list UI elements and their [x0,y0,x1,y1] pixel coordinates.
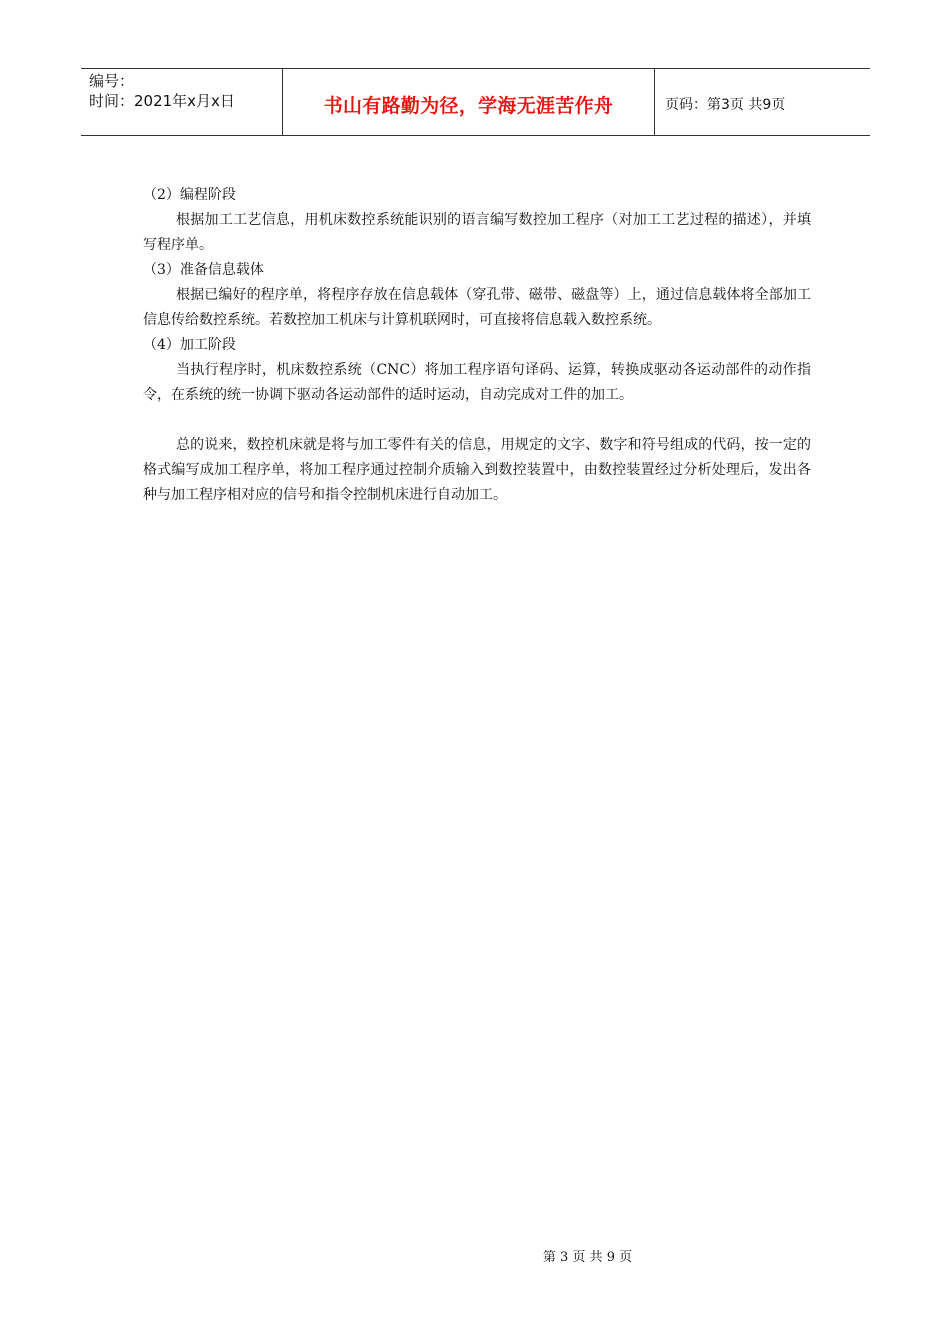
header-meta [81,69,282,135]
summary-paragraph: 总的说来，数控机床就是将与加工零件有关的信息，用规定的文字、数字和符号组成的代码，按一定的格式编写成加工程序单，将加工程序通过控制介质输入到数控装置中，由数控装置经过分析处理后，发出各种与加工程序相对应的信号和指令控制机床进行自动加工。 [143,437,811,503]
footer-page-number: 第 3 页 共 9 页 [542,1250,633,1265]
section-heading-info-carrier: （3）准备信息载体 [143,262,264,278]
document-number-label: 编号： [89,72,135,90]
document-body [143,183,811,508]
paragraph-spacer [143,408,811,433]
section-heading-programming: （2）编程阶段 [143,187,236,203]
section-heading-machining: （4）加工阶段 [143,337,236,353]
page-footer [0,1246,950,1265]
header-motto: 书山有路勤为径，学海无涯苦作舟 [323,94,614,117]
section-paragraph-machining: 当执行程序时，机床数控系统（CNC）将加工程序语句译码、运算，转换成驱动各运动部件的动作指令，在系统的统一协调下驱动各运动部件的适时运动，自动完成对工件的加工。 [143,362,811,403]
section-paragraph-programming: 根据加工工艺信息，用机床数控系统能识别的语言编写数控加工程序（对加工工艺过程的描述），并填写程序单。 [143,212,811,253]
header-page-info: 页码：第3页 共9页 [665,97,786,113]
section-paragraph-info-carrier: 根据已编好的程序单，将程序存放在信息载体（穿孔带、磁带、磁盘等）上，通过信息载体将全部加工信息传给数控系统。若数控加工机床与计算机联网时，可直接将信息载入数控系统。 [143,287,811,328]
document-header [81,68,870,136]
header-motto-cell [282,69,655,135]
document-date-label: 时间：2021年x月x日 [89,92,235,110]
header-page-cell [655,69,870,135]
